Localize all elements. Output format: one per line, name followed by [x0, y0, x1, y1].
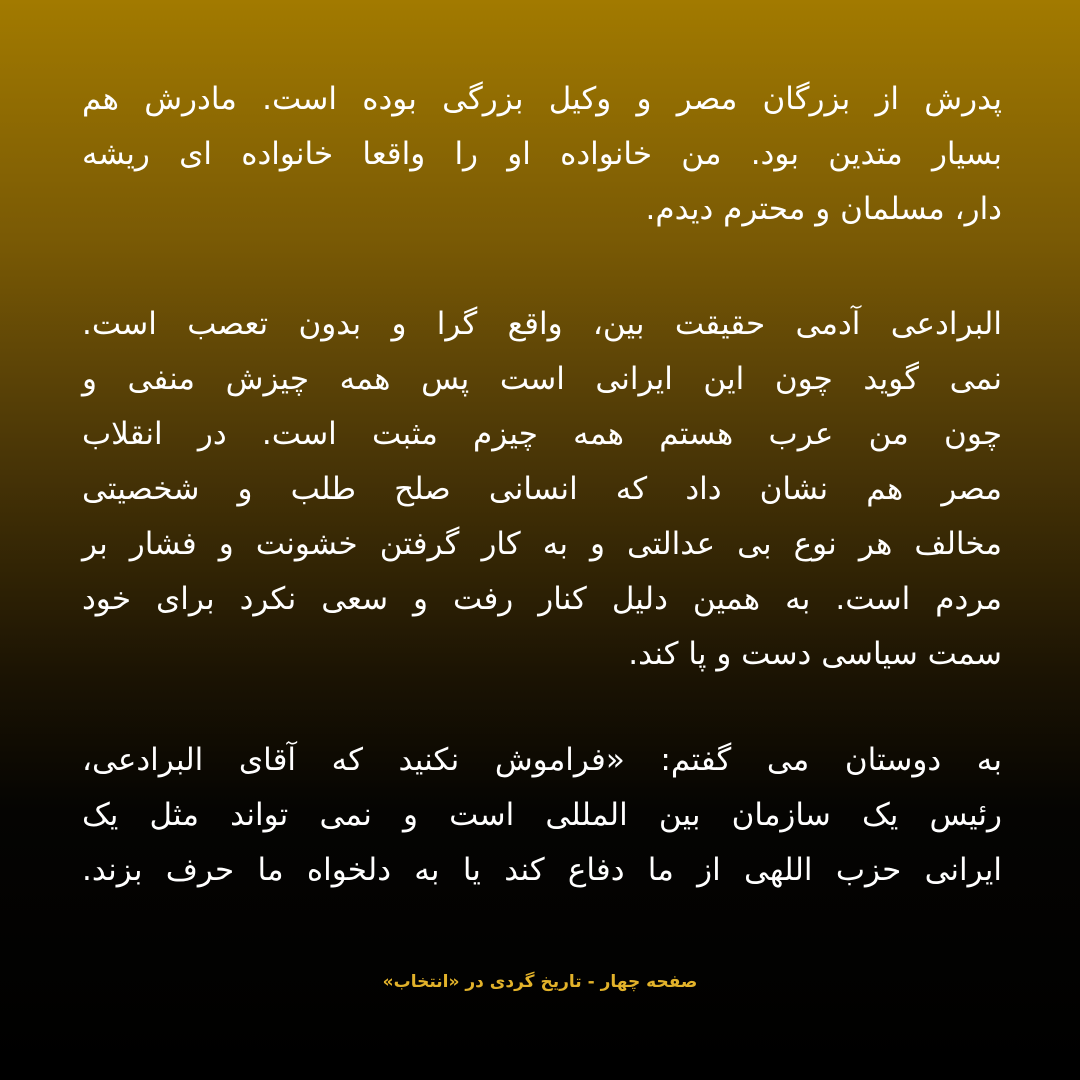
paragraph-3: [82, 733, 1002, 898]
text-line: مردم است. به همین دلیل کنار رفت و سعی نکرد برای خود: [82, 581, 1002, 617]
paragraph-1: [82, 72, 1002, 237]
text-line: سمت سیاسی دست و پا کند.: [628, 636, 1002, 672]
text-line: بسیار متدین بود. من خانواده او را واقعا خانواده ای ریشه: [82, 136, 1002, 172]
page-footer-caption: صفحه چهار - تاریخ گردی در «انتخاب»: [382, 972, 698, 992]
paragraph-2: [82, 297, 1002, 682]
text-line: پدرش از بزرگان مصر و وکیل بزرگی بوده است. مادرش هم: [82, 81, 1002, 117]
text-line: مخالف هر نوع بی عدالتی و به کار گرفتن خشونت و فشار بر: [82, 526, 1002, 562]
text-line: البرادعی آدمی حقیقت بین، واقع گرا و بدون تعصب است.: [82, 306, 1002, 342]
text-line: چون من عرب هستم همه چیزم مثبت است. در انقلاب: [82, 416, 1002, 452]
text-line: ایرانی حزب اللهی از ما دفاع کند یا به دلخواه ما حرف بزند.: [82, 852, 1002, 888]
text-line: رئیس یک سازمان بین المللی است و نمی تواند مثل یک: [82, 797, 1002, 833]
text-line: نمی گوید چون این ایرانی است پس همه چیزش منفی و: [82, 361, 1002, 397]
text-line: به دوستان می گفتم: «فراموش نکنید که آقای البرادعی،: [82, 742, 1002, 778]
text-line: دار، مسلمان و محترم دیدم.: [645, 191, 1002, 227]
text-line: مصر هم نشان داد که انسانی صلح طلب و شخصیتی: [82, 471, 1002, 507]
